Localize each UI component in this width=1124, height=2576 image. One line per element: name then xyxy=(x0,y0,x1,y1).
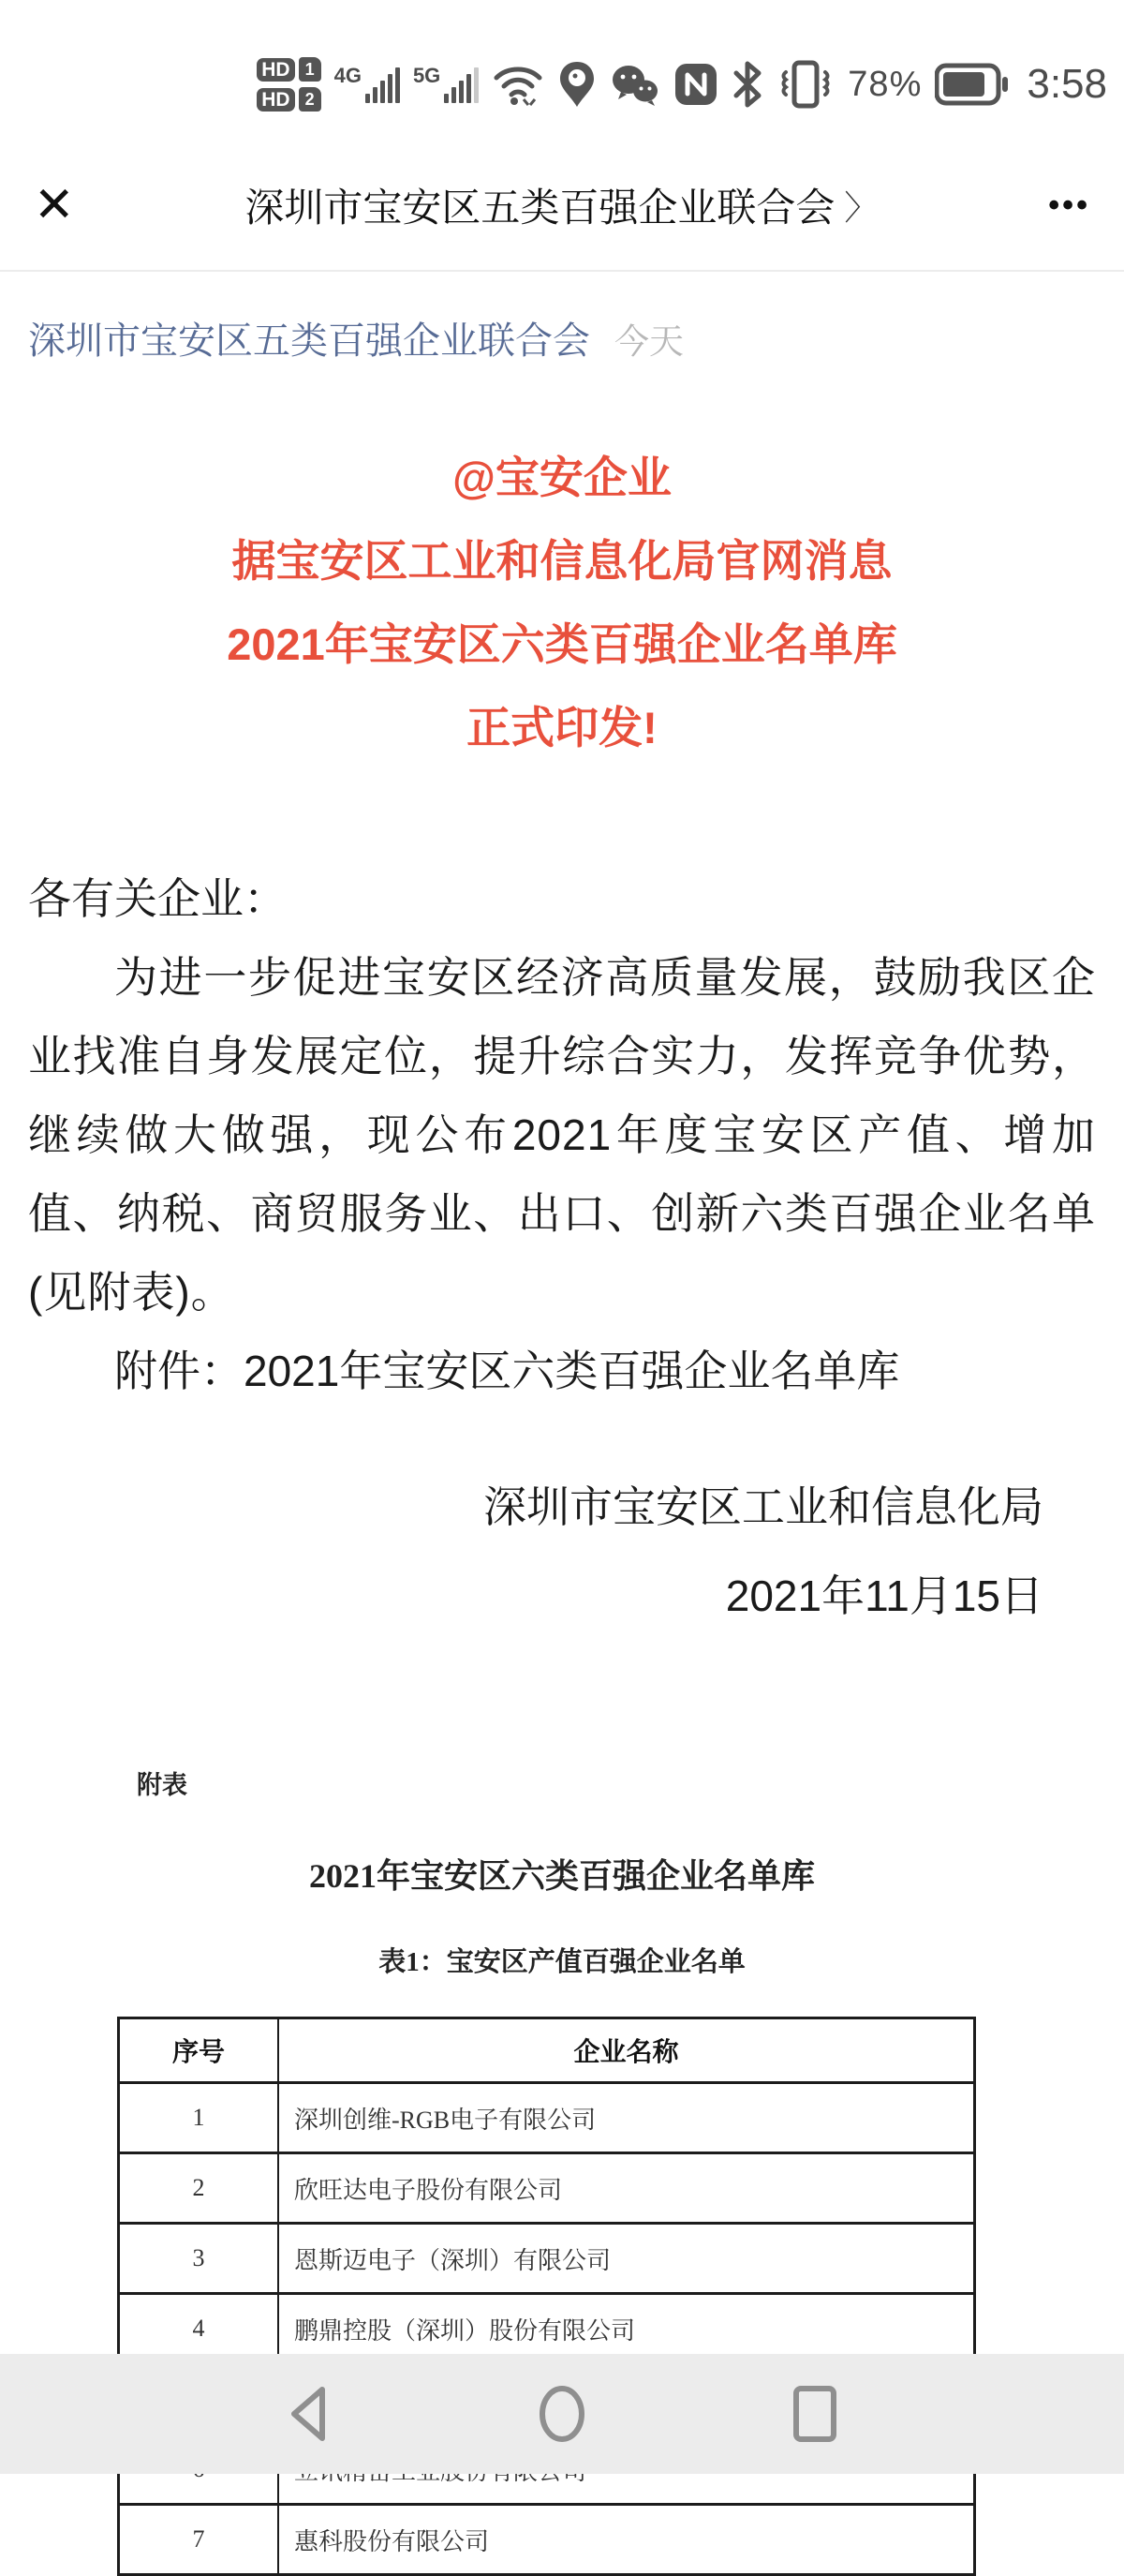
row-name: 深圳创维-RGB电子有限公司 xyxy=(294,2106,597,2134)
row-no: 7 xyxy=(120,2506,279,2573)
row-no: 3 xyxy=(120,2225,279,2292)
signature-block xyxy=(0,1463,1124,1641)
signature-org: 深圳市宝安区工业和信息化局 xyxy=(483,1482,1043,1531)
signal-4g-indicator xyxy=(334,66,400,103)
table-header-row xyxy=(120,2019,973,2081)
sim2-icon: 2 xyxy=(299,87,321,112)
status-bar xyxy=(0,0,1124,141)
author-link[interactable]: 深圳市宝安区五类百强企业联合会 xyxy=(28,320,590,362)
table-row xyxy=(120,2292,973,2362)
location-icon xyxy=(557,60,597,109)
row-name: 欣旺达电子股份有限公司 xyxy=(294,2176,563,2204)
nav-bar xyxy=(0,141,1124,272)
signal-bars-icon xyxy=(444,66,479,103)
signal-bars-icon xyxy=(365,66,400,103)
network-type-label: 4G xyxy=(333,64,362,87)
row-no: 4 xyxy=(120,2295,279,2362)
heading-line: 2021年宝安区六类百强企业名单库 xyxy=(227,619,897,669)
article-body xyxy=(0,272,1124,2576)
dual-sim-indicator xyxy=(257,57,320,112)
vibrate-icon xyxy=(776,59,835,110)
network-type-label: 5G xyxy=(412,64,441,87)
doc-label: 附表 xyxy=(137,1771,187,1799)
heading-line: 据宝安区工业和信息化局官网消息 xyxy=(231,536,893,586)
enterprise-table xyxy=(117,2017,976,2576)
page-title: 深圳市宝安区五类百强企业联合会 xyxy=(244,186,836,230)
back-button[interactable] xyxy=(267,2372,351,2456)
nav-title-link[interactable] xyxy=(75,177,1049,233)
clock-label: 3:58 xyxy=(1027,61,1107,107)
col-header-name: 企业名称 xyxy=(573,2038,679,2067)
chevron-right-icon: 〉 xyxy=(844,187,879,227)
attachment-line: 附件：2021年宝安区六类百强企业名单库 xyxy=(114,1347,900,1395)
hd-voice-icon: HD xyxy=(257,88,294,112)
row-name: 鹏鼎控股（深圳）股份有限公司 xyxy=(294,2316,636,2345)
android-navigation-bar xyxy=(0,2354,1124,2474)
battery-percent-label: 78% xyxy=(848,64,923,104)
signal-5g-indicator xyxy=(413,66,479,103)
wifi-icon xyxy=(492,62,544,107)
row-no: 2 xyxy=(120,2154,279,2222)
row-name: 恩斯迈电子（深圳）有限公司 xyxy=(294,2246,612,2274)
heading-line: 正式印发! xyxy=(466,703,658,752)
table-row xyxy=(120,2152,973,2222)
col-header-no: 序号 xyxy=(120,2019,279,2081)
row-no: 1 xyxy=(120,2084,279,2152)
row-name: 惠科股份有限公司 xyxy=(294,2527,490,2555)
home-button[interactable] xyxy=(520,2372,604,2456)
body-paragraph: 为进一步促进宝安区经济高质量发展，鼓励我区企业找准自身发展定位，提升综合实力，发挥竞争优势，继续做大做强，现公布2021年度宝安区产值、增加值、纳税、商贸服务业、出口、创新六类百强企业名单(见附表)。 xyxy=(28,953,1096,1317)
signature-date: 2021年11月15日 xyxy=(725,1571,1043,1620)
hd-voice-icon: HD xyxy=(257,58,294,82)
bluetooth-icon xyxy=(732,60,763,109)
battery-icon xyxy=(935,62,1010,107)
publish-date-label: 今天 xyxy=(614,322,684,361)
doc-title: 2021年宝安区六类百强企业名单库 xyxy=(308,1857,815,1895)
byline xyxy=(0,272,1124,365)
nfc-icon xyxy=(673,62,718,107)
table-row xyxy=(120,2081,973,2152)
wechat-icon xyxy=(610,63,660,106)
doc-subtitle: 表1：宝安区产值百强企业名单 xyxy=(378,1947,746,1977)
table-row xyxy=(120,2222,973,2292)
red-heading xyxy=(0,436,1124,769)
table-row xyxy=(120,2503,973,2573)
sim1-icon: 1 xyxy=(299,57,321,82)
salutation-text: 各有关企业： xyxy=(28,874,287,923)
close-icon[interactable]: ✕ xyxy=(34,178,75,232)
more-menu-icon[interactable]: ••• xyxy=(1048,186,1090,223)
heading-line: @宝安企业 xyxy=(452,453,672,502)
recents-button[interactable] xyxy=(773,2372,857,2456)
